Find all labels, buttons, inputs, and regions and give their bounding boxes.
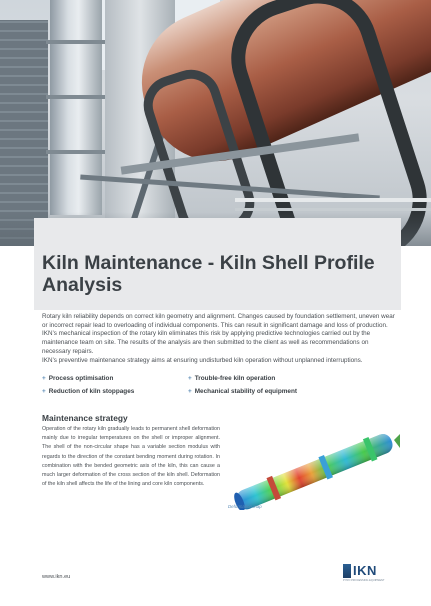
walkway-railing	[235, 208, 431, 211]
benefit-list	[42, 375, 396, 396]
benefit-label: Mechanical stability of equipment	[194, 388, 298, 395]
benefit-item	[42, 375, 188, 383]
logo-tagline: PYRO PROCESSING EQUIPMENT	[343, 579, 385, 582]
deformation-map-image	[226, 428, 402, 510]
plus-icon: +	[188, 375, 192, 382]
section-body-text: Operation of the rotary kiln gradually leads to permanent shell deformation mainly due to irregular temperatures on the shell or improper alignment. The shell of the non-circular shape has a variable section modulus with regards to the direction of the constant bending moment during rotation. In combination with the bended geometric axis of the kiln, this can cause a much larger deformation of the cross section of the kiln shell. Deformation of the kiln shell affects the life of the lining and core kiln components.	[42, 426, 220, 488]
benefit-item	[188, 375, 396, 383]
logo-wordmark: IKN	[353, 563, 377, 578]
walkway-railing	[235, 198, 431, 202]
section-heading: Maintenance strategy	[42, 413, 128, 423]
page-title: Kiln Maintenance - Kiln Shell Profile Analysis	[42, 252, 375, 296]
intro-paragraph: Rotary kiln reliability depends on correct kiln geometry and alignment. Changes caused by foundation settlement, uneven wear or incorrect repair lead to overloading of individual components. This can result in significant damage and loss of production. IKN’s mechanical inspection of the rotary kiln eliminates this risk by applying predictive technologies carried out by the maintenance team on site. The results of the analysis are then submitted to the client as well as recommendations on necessary repairs.	[42, 313, 395, 355]
benefit-label: Process optimisation	[48, 375, 114, 382]
title-band	[34, 246, 401, 310]
plus-icon: +	[42, 388, 46, 395]
plus-icon: +	[42, 375, 46, 382]
kiln-hero-photo	[0, 0, 431, 246]
benefit-item	[42, 388, 188, 396]
ikn-logo	[343, 564, 389, 584]
intro-paragraph: IKN’s preventive maintenance strategy aims at ensuring undisturbed kiln operation without unplanned interruptions.	[42, 356, 363, 364]
benefit-label: Trouble-free kiln operation	[194, 375, 276, 382]
deformation-map-figure	[226, 428, 402, 510]
benefit-label: Reduction of kiln stoppages	[48, 388, 135, 395]
chimney-stack	[50, 0, 102, 215]
stack-ring	[46, 95, 106, 99]
plus-icon: +	[188, 388, 192, 395]
intro-text	[42, 313, 396, 365]
stack-ring	[46, 40, 106, 44]
stack-ring	[46, 150, 106, 154]
figure-caption: Deformation map	[228, 504, 262, 509]
benefit-item	[188, 388, 396, 396]
logo-mark-icon	[343, 564, 351, 578]
footer-url[interactable]: www.ikn.eu	[42, 574, 71, 580]
